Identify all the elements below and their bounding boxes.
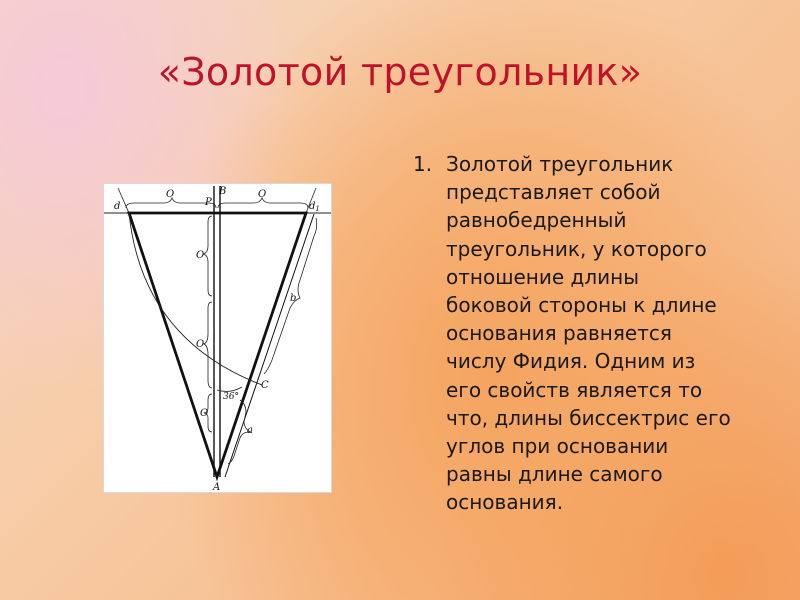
b-upper-label: B <box>219 186 227 197</box>
left-brace-1 <box>204 216 212 296</box>
parallel-side-line <box>225 214 314 477</box>
description-line: равны длине самого <box>446 462 663 487</box>
a-apex-label: A <box>213 482 221 492</box>
golden-triangle-diagram <box>104 184 331 492</box>
description-line: Золотой треугольник <box>446 152 674 176</box>
b-side-label: b <box>290 293 297 304</box>
description-line: что, длины биссектрис его <box>446 405 731 430</box>
description-line: основания равняется <box>446 321 672 346</box>
top-o-left-label: O <box>166 189 175 200</box>
angle-arc <box>217 387 242 391</box>
slide-title: «Золотой треугольник» <box>157 50 643 94</box>
o-left-label-1: O <box>196 250 205 261</box>
item-number: 1. <box>413 152 433 176</box>
description-line: числу Фидия. Одним из <box>446 349 696 374</box>
construction-arc <box>129 213 262 385</box>
a-side-label: a <box>247 425 253 436</box>
description-line: его свойств является то <box>446 377 703 402</box>
d-label: d <box>114 201 121 212</box>
description-line: боковой стороны к длине <box>446 293 717 318</box>
d1-label: $d_1$ <box>309 201 320 213</box>
description-line: треугольник, у которого <box>446 236 707 261</box>
description-line: отношение длины <box>446 264 640 289</box>
golden-triangle <box>129 213 306 477</box>
description-line: равнобедренный <box>446 208 627 233</box>
description-line: представляет собой <box>446 180 661 205</box>
o-left-label-3: O <box>200 408 209 419</box>
top-o-right-label: O <box>258 189 267 200</box>
left-brace-2 <box>204 302 212 388</box>
description-line: углов при основании <box>446 434 669 459</box>
description-line: основания. <box>446 490 564 515</box>
c-label: C <box>261 380 269 391</box>
description-text <box>446 150 780 517</box>
angle-label: 36° <box>223 392 239 402</box>
golden-triangle-figure <box>103 183 332 493</box>
description-block <box>410 150 780 517</box>
o-left-label-2: O <box>196 339 205 350</box>
p-label: P <box>205 197 212 208</box>
